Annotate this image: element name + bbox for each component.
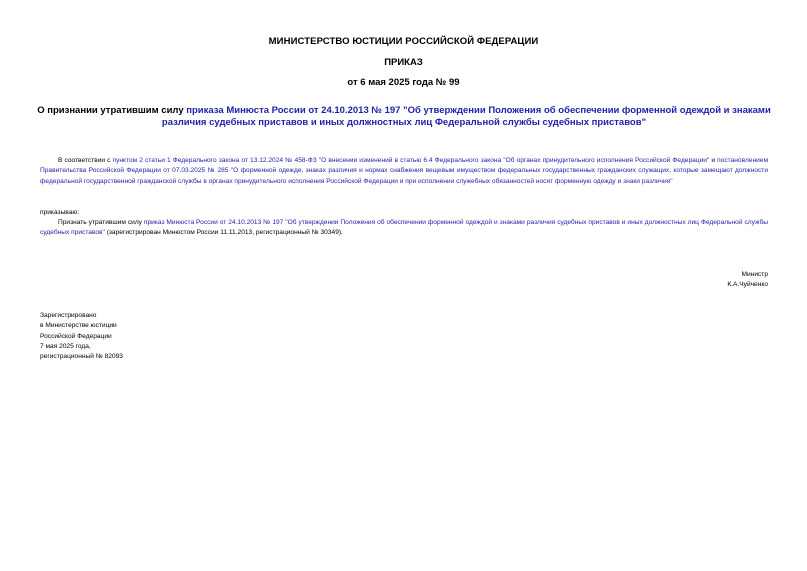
title-prefix: О признании утратившим силу <box>37 105 187 116</box>
signer-name: К.А.Чуйченко <box>727 281 768 289</box>
order-date-number: от 6 мая 2025 года № 99 <box>347 77 460 88</box>
government-decree-link[interactable]: постановлением Правительства Российской Федерации от 07.03.2025 № 285 "О форменной одежде, знаках различия и нормах снабжения вещевым имуществом федеральных государственных гражданских служащих, которые замещают должности федеральной государственной гражданской службы в органах принудительного исполнения Российской Федерации и при исполнении служебных обязанностей носят форменную одежду и знаки различия" <box>40 157 768 185</box>
registration-line-5: регистрационный № 82093 <box>40 353 123 361</box>
document-type: ПРИКАЗ <box>384 57 423 68</box>
p1-text-a: В соответствии с <box>58 157 113 164</box>
signer-position: Министр <box>741 271 768 278</box>
document-title <box>36 105 772 129</box>
p3-text-b: (зарегистрирован Минюстом России 11.11.2013, регистрационный № 30349). <box>104 229 343 237</box>
repealed-order-link[interactable]: приказ Минюста России от 24.10.2013 № 197 "Об утверждении Положения об обеспечении форменной одеждой и знаками различия судебных приставов и иных должностных лиц Федеральной службы судебных приставов" <box>40 219 768 237</box>
registration-line-2: в Министерстве юстиции <box>40 322 117 330</box>
signature-block <box>620 270 768 291</box>
p3-text-a: Признать утратившим силу <box>58 219 144 226</box>
registration-line-1: Зарегистрировано <box>40 312 97 319</box>
registration-line-4: 7 мая 2025 года, <box>40 342 91 350</box>
paragraph-basis <box>40 156 768 187</box>
paragraph-repeal <box>40 218 768 239</box>
ministry-name: МИНИСТЕРСТВО ЮСТИЦИИ РОССИЙСКОЙ ФЕДЕРАЦИИ <box>268 36 539 47</box>
registration-line-3: Российской Федерации <box>40 332 112 340</box>
title-link[interactable]: приказа Минюста России от 24.10.2013 № 197 "Об утверждении Положения об обеспечении форменной одеждой и знаками различия судебных приставов и иных должностных лиц Федеральной службы судебных приставов" <box>161 105 771 128</box>
federal-law-link[interactable]: пунктом 2 статьи 1 Федерального закона от 13.12.2024 № 458-ФЗ "О внесении изменений в статью 6.4 Федерального закона "Об органах принудительного исполнения Российской Федерации" <box>112 157 710 164</box>
paragraph-order-word: приказываю: <box>40 209 80 216</box>
p1-text-b: и <box>709 157 718 164</box>
registration-block <box>40 311 240 362</box>
